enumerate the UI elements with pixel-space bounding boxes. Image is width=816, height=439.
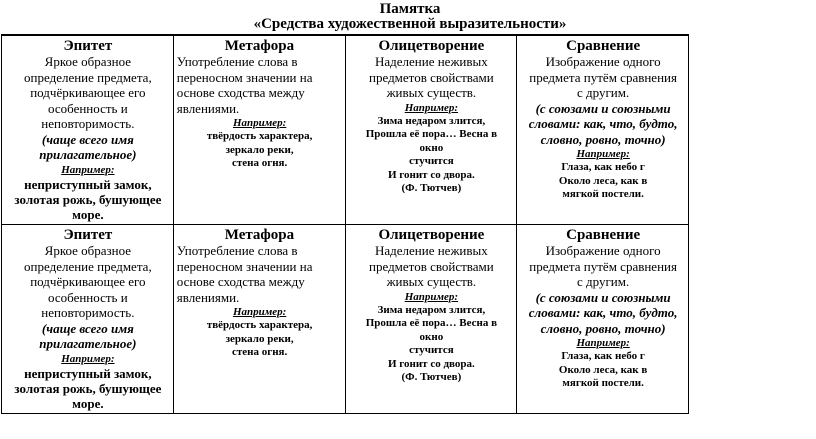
title-subject: «Средства художественной выразительности» [253, 16, 567, 32]
comparison-example-label: Например: [576, 337, 630, 349]
heading-epithet: Эпитет [63, 227, 113, 243]
heading-personification: Олицетворение [378, 38, 485, 54]
comparison-example-label: Например: [576, 148, 630, 160]
cell-metaphor [173, 35, 345, 225]
heading-comparison: Сравнение [566, 227, 641, 243]
epithet-note: (чаще всего имя прилагательное) [39, 320, 137, 351]
comparison-note: (с союзами и союзными словами: как, что, будто, словно, ровно, точно) [528, 289, 678, 336]
comparison-example: Глаза, как небо г Около леса, как в мягкой постели. [558, 350, 648, 389]
comparison-description: Изображение одного предмета путём сравнения с другим. [529, 54, 677, 100]
epithet-example: неприступный замок, золотая рожь, бушующее море. [14, 365, 162, 411]
memo-table [1, 34, 689, 414]
cell-comparison [517, 35, 689, 225]
personification-example: Зима недаром злится, Прошла её пора… Весна в окно стучится И гонит со двора. (Ф. Тютчев) [365, 303, 498, 383]
epithet-description: Яркое образное определение предмета, подчёркивающее его особенность и неповторимость. [24, 54, 152, 131]
heading-metaphor: Метафора [224, 227, 295, 243]
personification-example-label: Например: [404, 101, 459, 114]
table-row [2, 225, 689, 414]
epithet-example-label: Например: [61, 163, 115, 176]
cell-personification [345, 225, 517, 414]
epithet-description: Яркое образное определение предмета, подчёркивающее его особенность и неповторимость. [24, 243, 152, 320]
heading-personification: Олицетворение [378, 227, 485, 243]
metaphor-example-label: Например: [232, 117, 287, 129]
metaphor-example: твёрдость характера, зеркало реки, стена огня. [206, 319, 313, 358]
cell-epithet [2, 225, 174, 414]
cell-epithet [2, 35, 174, 225]
heading-metaphor: Метафора [224, 38, 295, 54]
personification-example: Зима недаром злится, Прошла её пора… Весна в окно стучится И гонит со двора. (Ф. Тютчев) [365, 114, 498, 194]
cell-personification [345, 35, 517, 225]
comparison-note: (с союзами и союзными словами: как, что, будто, словно, ровно, точно) [528, 100, 678, 147]
comparison-example: Глаза, как небо г Около леса, как в мягкой постели. [558, 161, 648, 200]
personification-example-label: Например: [404, 290, 459, 303]
epithet-note: (чаще всего имя прилагательное) [39, 131, 137, 162]
personification-description: Наделение неживых предметов свойствами живых существ. [369, 54, 494, 100]
cell-comparison [517, 225, 689, 414]
metaphor-example: твёрдость характера, зеркало реки, стена огня. [206, 130, 313, 169]
personification-description: Наделение неживых предметов свойствами живых существ. [369, 243, 494, 289]
metaphor-description: Употребление слова в переносном значении на основе сходства между явлениями. [176, 54, 313, 116]
cell-metaphor [173, 225, 345, 414]
table-row [2, 35, 689, 225]
comparison-description: Изображение одного предмета путём сравнения с другим. [529, 243, 677, 289]
metaphor-description: Употребление слова в переносном значении на основе сходства между явлениями. [176, 243, 313, 305]
metaphor-example-label: Например: [232, 306, 287, 318]
title-memo: Памятка [379, 1, 441, 17]
heading-epithet: Эпитет [63, 38, 113, 54]
epithet-example-label: Например: [61, 352, 115, 365]
epithet-example: неприступный замок, золотая рожь, бушующее море. [14, 176, 162, 222]
heading-comparison: Сравнение [566, 38, 641, 54]
